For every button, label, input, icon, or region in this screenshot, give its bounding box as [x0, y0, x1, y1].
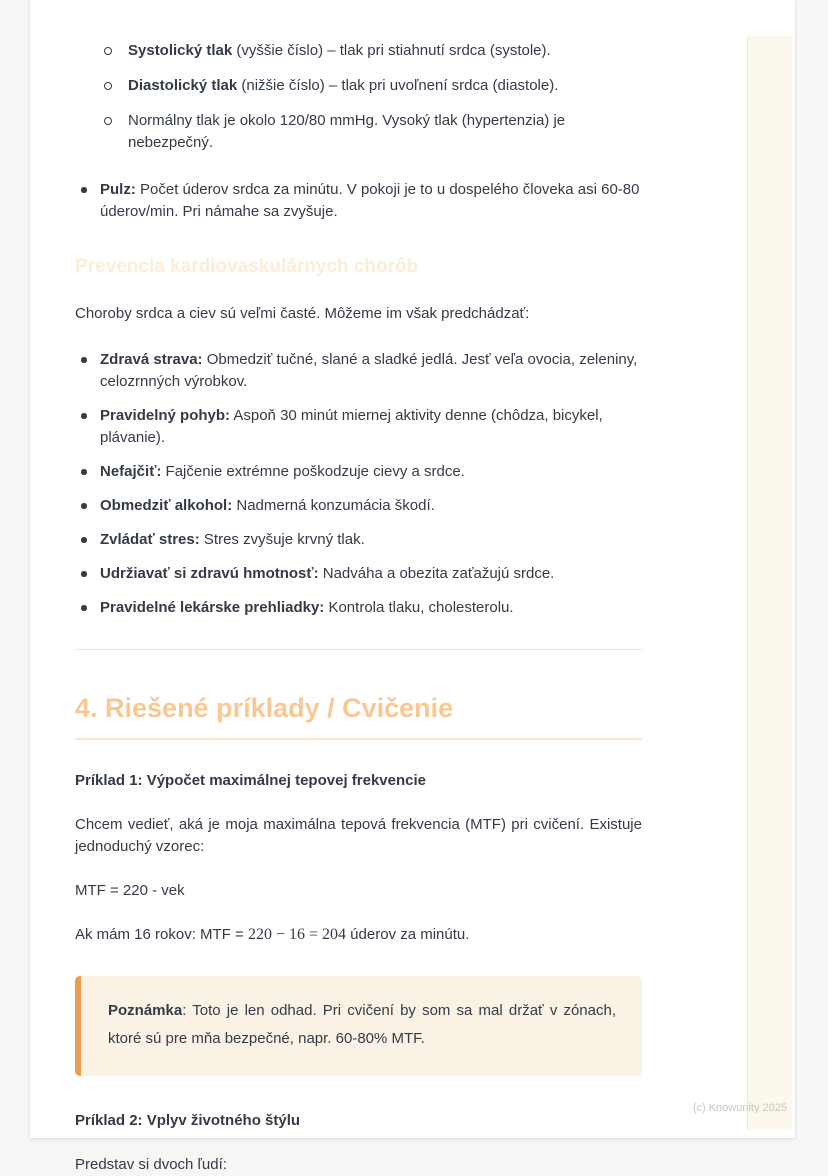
section-divider	[75, 649, 642, 650]
formula-line: MTF = 220 - vek	[75, 882, 185, 899]
list-item	[75, 405, 642, 449]
list-item-text: Obmedziť tučné, slané a sladké jedlá. Jesť veľa ovocia, zeleniny, celozrnných výrobkov.	[100, 351, 638, 390]
list-item	[75, 529, 642, 551]
calculation-math: 220 − 16 = 204	[247, 926, 347, 943]
list-item-text: Stres zvyšuje krvný tlak.	[199, 531, 365, 548]
list-item-bold: Pulz:	[100, 181, 136, 198]
list-item-text: (nižšie číslo) – tlak pri uvoľnení srdca (diastole).	[237, 77, 559, 94]
list-item-text: Normálny tlak je okolo 120/80 mmHg. Vysoký tlak (hypertenzia) je nebezpečný.	[128, 112, 566, 151]
note-label: Poznámka	[108, 1002, 183, 1019]
calculation-line	[75, 924, 642, 946]
list-item-bold: Pravidelné lekárske prehliadky:	[100, 599, 325, 616]
document-page	[30, 0, 795, 1173]
list-item-bold: Diastolický tlak	[128, 77, 238, 94]
list-item-bold: Obmedziť alkohol:	[100, 497, 233, 514]
list-item-text: Kontrola tlaku, cholesterolu.	[324, 599, 514, 616]
list-item-text: Aspoň 30 minút miernej aktivity denne (chôdza, bicykel, plávanie).	[100, 407, 603, 446]
note-callout	[75, 976, 642, 1076]
list-item-bold: Zdravá strava:	[100, 351, 203, 368]
example1-title: Príklad 1: Výpočet maximálnej tepovej frekvencie	[75, 772, 426, 789]
page-edge-strip	[747, 36, 792, 1130]
exercises-heading: 4. Riešené príklady / Cvičenie	[75, 692, 642, 740]
example1-intro: Chcem vedieť, aká je moja maximálna tepová frekvencia (MTF) pri cvičení. Existuje jednoduchý vzorec:	[75, 816, 642, 855]
page-content	[75, 0, 642, 1176]
example2-title: Príklad 2: Vplyv životného štýlu	[75, 1112, 301, 1129]
list-item-text: Fajčenie extrémne poškodzuje cievy a srdce.	[161, 463, 465, 480]
list-item-text: Nadváha a obezita zaťažujú srdce.	[318, 565, 555, 582]
list-item	[75, 40, 642, 62]
list-item-bold: Udržiavať si zdravú hmotnosť:	[100, 565, 319, 582]
example2-intro: Predstav si dvoch ľudí:	[75, 1156, 227, 1173]
calculation-prefix: Ak mám 16 rokov: MTF =	[75, 926, 248, 943]
copyright-notice: (c) Knowunity 2025	[692, 1102, 787, 1114]
prevention-intro: Choroby srdca a ciev sú veľmi časté. Môžeme im však predchádzať:	[75, 305, 530, 322]
list-item-bold: Nefajčiť:	[100, 463, 162, 480]
list-item-text: Počet úderov srdca za minútu. V pokoji je to u dospelého človeka asi 60-80 úderov/min. Pri námahe sa zvyšuje.	[100, 181, 640, 220]
list-item-text: Nadmerná konzumácia škodí.	[232, 497, 435, 514]
list-item-bold: Systolický tlak	[128, 42, 233, 59]
list-item	[75, 563, 642, 585]
list-item-text: (vyššie číslo) – tlak pri stiahnutí srdca (systole).	[232, 42, 551, 59]
list-item-bold: Pravidelný pohyb:	[100, 407, 231, 424]
list-item	[75, 461, 642, 483]
prevention-list	[75, 349, 642, 619]
list-item	[75, 349, 642, 393]
list-item	[75, 179, 642, 223]
note-text: : Toto je len odhad. Pri cvičení by som sa mal držať v zónach, ktoré sú pre mňa bezpečné, napr. 60-80% MTF.	[108, 1002, 616, 1047]
list-item	[75, 110, 642, 154]
list-item-bold: Zvládať stres:	[100, 531, 200, 548]
prevention-heading: Prevencia kardiovaskulárnych chorôb	[75, 256, 419, 277]
vitals-sub-list	[75, 40, 642, 154]
calculation-suffix: úderov za minútu.	[346, 926, 470, 943]
vitals-main-list	[75, 179, 642, 223]
list-item	[75, 495, 642, 517]
list-item	[75, 75, 642, 97]
list-item	[75, 597, 642, 619]
